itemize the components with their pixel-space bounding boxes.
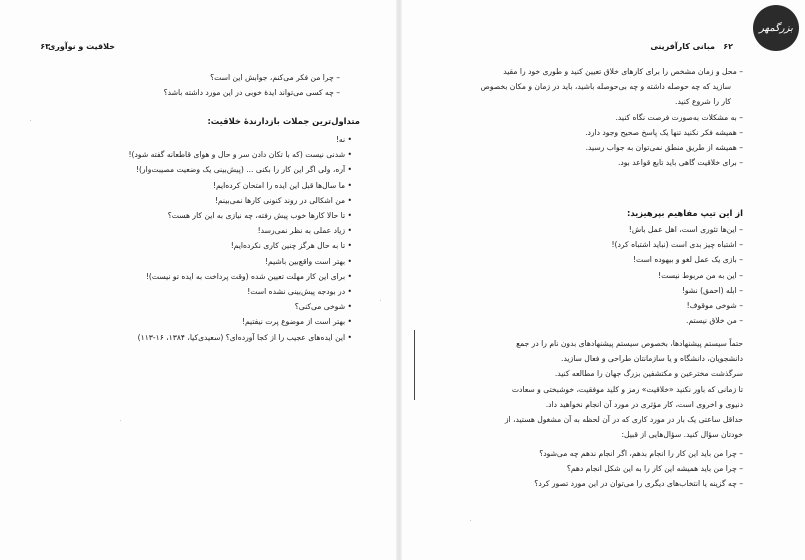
paragraph-line: تا زمانی که باور نکنید «خلاقیت» رمز و کلید موفقیت، خوشبختی و سعادت <box>511 384 743 394</box>
list-item: – محل و زمان مشخص را برای کارهای خلاق تعیین کنید و طوری خود را مقید <box>413 64 743 79</box>
paragraph-line: حتماً سیستم پیشنهادها، بخصوص سیستم پیشنهادهای بدون نام را در جمع <box>516 339 743 348</box>
list-item: – این‌ها تئوری است، اهل عمل باش! <box>423 222 743 237</box>
list-item-continuation: کار را شروع کنید. <box>675 97 731 107</box>
list-item: • تا حالا کارها خوب پیش رفته، چه نیازی به این کار هست؟ <box>22 208 352 223</box>
list-item: • زیاد عملی به نظر نمی‌رسد! <box>22 223 352 238</box>
left-page <box>0 0 400 560</box>
list-item: – چرا من باید همیشه این کار را به این شکل انجام دهم؟ <box>423 461 743 476</box>
right-section-heading: از این تیپ مفاهیم بپرهیزید: <box>626 208 743 218</box>
list-item: – شوخی موقوف! <box>423 298 743 313</box>
scan-speck <box>30 120 31 121</box>
list-item: • ما سال‌ها قبل این ایده را امتحان کرده‌ایم! <box>22 178 352 193</box>
question-line: – چرا من فکر می‌کنم، جوابش این است؟ <box>210 73 340 82</box>
list-item: • در بودجه پیش‌بینی نشده است! <box>22 284 352 299</box>
margin-pen-mark <box>414 330 415 400</box>
list-item: – من خلاق نیستم. <box>423 313 743 328</box>
list-item: – بازی یک عمل لغو و بیهوده است! <box>423 252 743 267</box>
list-item: – همیشه از طریق منطق نمی‌توان به جواب رسید. <box>413 140 743 155</box>
paragraph-line: خودتان سؤال کنید. سؤال‌هایی از قبیل: <box>621 430 743 440</box>
list-item: • بهتر است واقع‌بین باشیم! <box>22 254 352 269</box>
questions-list <box>423 446 743 492</box>
tips-list <box>413 64 743 170</box>
left-running-title: خلاقیت و نوآوری <box>47 42 115 51</box>
right-running-title: مبانی کارآفرینی <box>650 42 715 51</box>
scan-speck <box>470 520 471 521</box>
right-page-number: ۶۲ <box>723 42 733 51</box>
list-item: – این به من مربوط نیست! <box>423 268 743 283</box>
list-item: – چه گزینه یا انتخاب‌های دیگری را می‌توان در این مورد تصور کرد؟ <box>423 476 743 491</box>
list-item: • برای این کار مهلت تعیین شده (وقت پرداخت به ایده تو نیست)! <box>22 269 352 284</box>
list-item: – به مشکلات به‌صورت فرصت نگاه کنید. <box>413 110 743 125</box>
list-item: – اشتباه چیز بدی است (نباید اشتباه کرد)! <box>423 237 743 252</box>
left-top-lines <box>20 70 340 100</box>
list-item: – ابله (احمق) نشو! <box>423 283 743 298</box>
paragraph-line: سرگذشت مخترعین و مکتشفین بزرگ جهان را مطالعه کنید. <box>554 369 743 379</box>
avoid-concepts-list <box>423 222 743 328</box>
blocking-phrases-list <box>22 132 352 345</box>
list-item: • آره، ولی اگر این کار را بکنی ... (پیش‌بینی یک وضعیت مصیبت‌وار)! <box>22 162 352 177</box>
list-item: – برای خلاقیت گاهی باید تابع قواعد بود. <box>413 155 743 170</box>
left-section-heading: متداول‌ترین جملات بازدارندهٔ خلاقیت: <box>207 116 360 126</box>
scan-speck <box>380 300 381 301</box>
question-line: – چه کسی می‌تواند ایدهٔ خوبی در این مورد داشته باشد؟ <box>163 88 340 98</box>
list-item: • بهتر است از موضوع پرت نیفتیم! <box>22 314 352 329</box>
paragraph-line: حداقل ساعتی یک بار در مورد کاری که در آن لحظه به آن مشغول هستید، از <box>504 415 743 425</box>
list-item-continuation: سازید که چه حوصله داشته و چه بی‌حوصله باشید، باید در زمان و مکان بخصوص <box>480 82 731 92</box>
paragraph-line: دانشجویان، دانشگاه و یا سازمانتان طراحی و فعال سازید. <box>561 354 743 364</box>
list-item: • نه! <box>22 132 352 147</box>
list-item: – چرا من باید این کار را انجام بدهم، اگر انجام ندهم چه می‌شود؟ <box>423 446 743 461</box>
list-item: • این ایده‌های عجیب را از کجا آورده‌ای؟ (سعیدی‌کیا، ۱۳۸۴، ۱۶-۱۱۳) <box>22 330 352 345</box>
list-item: • من اشکالی در روند کنونی کارها نمی‌بینم! <box>22 193 352 208</box>
body-paragraph <box>413 336 743 442</box>
list-item: – همیشه فکر نکنید تنها یک پاسخ صحیح وجود دارد. <box>413 125 743 140</box>
left-page-number: ۶۳ <box>40 42 50 51</box>
list-item: • شوخی می‌کنی؟ <box>22 299 352 314</box>
scan-speck <box>120 420 121 421</box>
list-item: • شدنی نیست (که با تکان دادن سر و حال و هوای قاطعانه گفته شود)! <box>22 147 352 162</box>
list-item: • تا به حال هرگز چنین کاری نکرده‌ایم! <box>22 238 352 253</box>
publisher-logo: بزرگمهر <box>753 5 799 51</box>
right-page <box>400 0 805 560</box>
paragraph-line: دنیوی و اخروی است، کار مؤثری در مورد آن انجام نخواهید داد. <box>545 399 743 409</box>
